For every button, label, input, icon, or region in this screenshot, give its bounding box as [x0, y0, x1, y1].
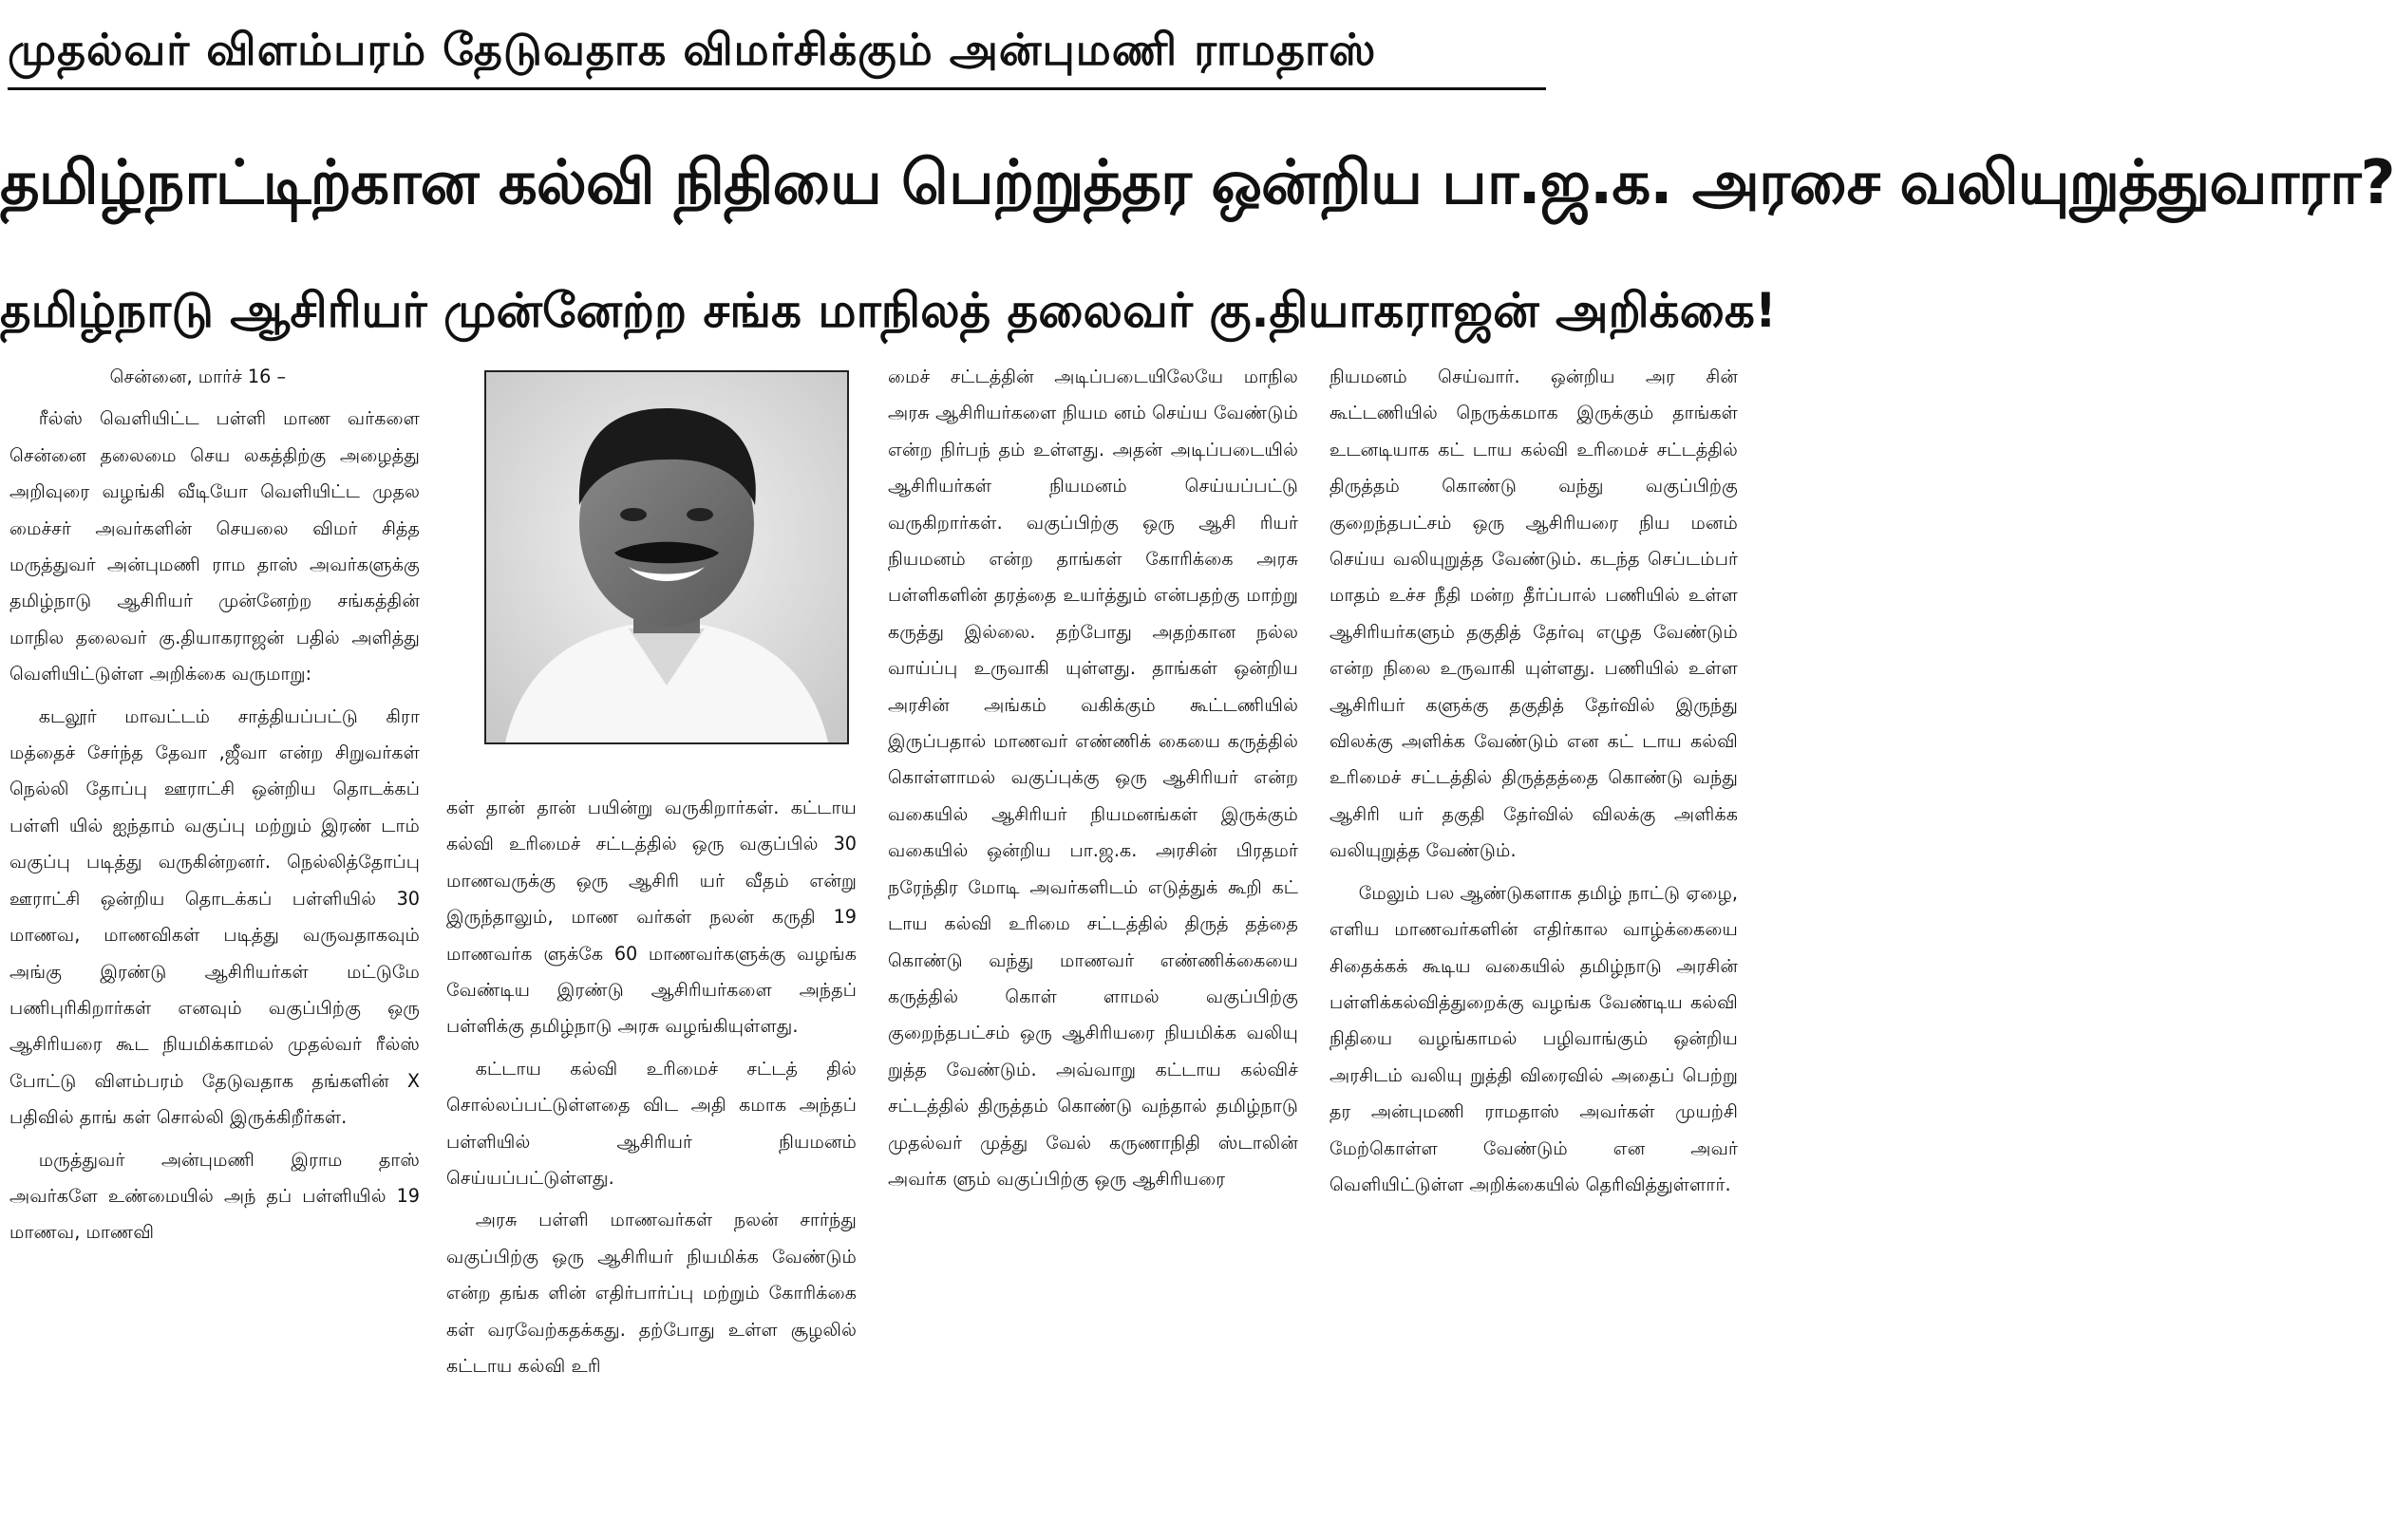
paragraph: கடலூர் மாவட்டம் சாத்தியப்பட்டு கிரா மத்தைச் சேர்ந்த தேவா ,ஜீவா என்ற சிறுவர்கள் நெல்லி தோப்பு ஊராட்சி ஒன்றிய தொடக்கப் பள்ளி யில் ஐந்தாம் வகுப்பு மற்றும் இரண் டாம் வகுப்பு படித்து வருகின்றனர். நெல்லித்தோப்பு ஊராட்சி ஒன்றிய தொடக்கப் பள்ளியில் 30 மாணவ, மாணவிகள் படித்து வருவதாகவும் அங்கு இரண்டு ஆசிரியர்கள் மட்டுமே பணிபுரிகிறார்கள் எனவும் வகுப்பிற்கு ஒரு ஆசிரியரை கூட நியமிக்காமல் முதல்வர் ரீல்ஸ் போட்டு விளம்பரம் தேடுவதாக தங்களின் X பதிவில் தாங் கள் சொல்லி இருக்கிறீர்கள். [9, 704, 420, 1129]
sub-headline: தமிழ்நாடு ஆசிரியர் முன்னேற்ற சங்க மாநிலத் தலைவர் கு.தியாகராஜன் அறிக்கை! [0, 283, 1777, 338]
paragraph: அரசு பள்ளி மாணவர்கள் நலன் சார்ந்து வகுப்பிற்கு ஒரு ஆசிரியர் நியமிக்க வேண்டும் என்ற தங்க ளின் எதிர்பார்ப்பு மற்றும் கோரிக்கை கள் வரவேற்கதக்கது. தற்போது உள்ள சூழலில் கட்டாய கல்வி உரி [446, 1209, 857, 1378]
paragraph: நியமனம் செய்வார். ஒன்றிய அர சின் கூட்டணியில் நெருக்கமாக இருக்கும் தாங்கள் உடனடியாக கட் டாய கல்வி உரிமைச் சட்டத்தில் திருத்தம் கொண்டு வந்து வகுப்பிற்கு குறைந்தபட்சம் ஒரு ஆசிரியரை நிய மனம் செய்ய வலியுறுத்த வேண்டும். கடந்த செப்டம்பர் மாதம் உச்ச நீதி மன்ற தீர்ப்பால் பணியில் உள்ள ஆசிரியர்களும் தகுதித் தேர்வு எழுத வேண்டும் என்ற நிலை உருவாகி யுள்ளது. பணியில் உள்ள ஆசிரியர் களுக்கு தகுதித் தேர்வில் இருந்து விலக்கு அளிக்க வேண்டும் என கட் டாய கல்வி உரிமைச் சட்டத்தில் திருத்தத்தை கொண்டு வந்து ஆசிரி யர் தகுதி தேர்வில் விலக்கு அளிக்க வலியுறுத்த வேண்டும். [1330, 366, 1738, 862]
kicker-underline [8, 87, 1546, 90]
paragraph: மேலும் பல ஆண்டுகளாக தமிழ் நாட்டு ஏழை, எளிய மாணவர்களின் எதிர்கால வாழ்க்கையை சிதைக்கக் கூடிய வகையில் தமிழ்நாடு அரசின் பள்ளிக்கல்வித்துறைக்கு வழங்க வேண்டிய கல்வி நிதியை வழங்காமல் பழிவாங்கும் ஒன்றிய அரசிடம் வலியு றுத்தி விரைவில் அதைப் பெற்று தர அன்புமணி ராமதாஸ் அவர்கள் முயற்சி மேற்கொள்ள வேண்டும் என அவர் வெளியிட்டுள்ள அறிக்கையில் தெரிவித்துள்ளார். [1330, 881, 1738, 1195]
paragraph: கட்டாய கல்வி உரிமைச் சட்டத் தில் சொல்லப்பட்டுள்ளதை விட அதி கமாக அந்தப் பள்ளியில் ஆசிரியர் நியமனம் செய்யப்பட்டுள்ளது. [446, 1057, 857, 1190]
paragraph: மருத்துவர் அன்புமணி இராம தாஸ் அவர்களே உண்மையில் அந் தப் பள்ளியில் 19 மாணவ, மாணவி [9, 1148, 420, 1244]
article-column-3 [888, 359, 1298, 1540]
portrait-photo [484, 370, 849, 744]
article-column-2 [446, 790, 857, 1540]
portrait-photo-icon [486, 372, 847, 742]
paragraph: மைச் சட்டத்தின் அடிப்படையிலேயே மாநில அரசு ஆசிரியர்களை நியம னம் செய்ய வேண்டும் என்ற நிர்பந் தம் உள்ளது. அதன் அடிப்படையில் ஆசிரியர்கள் நியமனம் செய்யப்பட்டு வருகிறார்கள். வகுப்பிற்கு ஒரு ஆசி ரியர் நியமனம் என்ற தாங்கள் கோரிக்கை அரசு பள்ளிகளின் தரத்தை உயர்த்தும் என்பதற்கு மாற்று கருத்து இல்லை. தற்போது அதற்கான நல்ல வாய்ப்பு உருவாகி யுள்ளது. தாங்கள் ஒன்றிய அரசின் அங்கம் வகிக்கும் கூட்டணியில் இருப்பதால் மாணவர் எண்ணிக் கையை கருத்தில் கொள்ளாமல் வகுப்புக்கு ஒரு ஆசிரியர் என்ற வகையில் ஆசிரியர் நியமனங்கள் இருக்கும் வகையில் ஒன்றிய பா.ஜ.க. அரசின் பிரதமர் நரேந்திர மோடி அவர்களிடம் எடுத்துக் கூறி கட் டாய கல்வி உரிமை சட்டத்தில் திருத் தத்தை கொண்டு வந்து மாணவர் எண்ணிக்கையை கருத்தில் கொள் ளாமல் வகுப்பிற்கு குறைந்தபட்சம் ஒரு ஆசிரியரை நியமிக்க வலியு றுத்த வேண்டும். அவ்வாறு கட்டாய கல்விச் சட்டத்தில் திருத்தம் கொண்டு வந்தால் தமிழ்நாடு முதல்வர் முத்து வேல் கருணாநிதி ஸ்டாலின் அவர்க ளும் வகுப்பிற்கு ஒரு ஆசிரியரை [888, 366, 1298, 1190]
kicker-headline: முதல்வர் விளம்பரம் தேடுவதாக விமர்சிக்கும் அன்புமணி ராமதாஸ் [8, 24, 1377, 75]
article-column-1 [9, 359, 420, 1540]
dateline: சென்னை, மார்ச் 16 – [109, 366, 287, 387]
paragraph: ரீல்ஸ் வெளியிட்ட பள்ளி மாண வர்களை சென்னை தலைமை செய லகத்திற்கு அழைத்து அறிவுரை வழங்கி வீடியோ வெளியிட்ட முதல மைச்சர் அவர்களின் செயலை விமர் சித்த மருத்துவர் அன்புமணி ராம தாஸ் அவர்களுக்கு தமிழ்நாடு ஆசிரியர் முன்னேற்ற சங்கத்தின் மாநில தலைவர் கு.தியாகராஜன் பதில் அளித்து வெளியிட்டுள்ள அறிக்கை வருமாறு: [9, 407, 420, 685]
paragraph: கள் தான் தான் பயின்று வருகிறார்கள். கட்டாய கல்வி உரிமைச் சட்டத்தில் ஒரு வகுப்பில் 30 மாணவருக்கு ஒரு ஆசிரி யர் வீதம் என்று இருந்தாலும், மாண வர்கள் நலன் கருதி 19 மாணவர்க ளுக்கே 60 மாணவர்களுக்கு வழங்க வேண்டிய இரண்டு ஆசிரியர்களை அந்தப் பள்ளிக்கு தமிழ்நாடு அரசு வழங்கியுள்ளது. [446, 797, 857, 1038]
main-headline: தமிழ்நாட்டிற்கான கல்வி நிதியை பெற்றுத்தர ஒன்றிய பா.ஜ.க. அரசை வலியுறுத்துவாரா? [0, 148, 2395, 218]
article-column-4 [1330, 359, 1738, 1540]
